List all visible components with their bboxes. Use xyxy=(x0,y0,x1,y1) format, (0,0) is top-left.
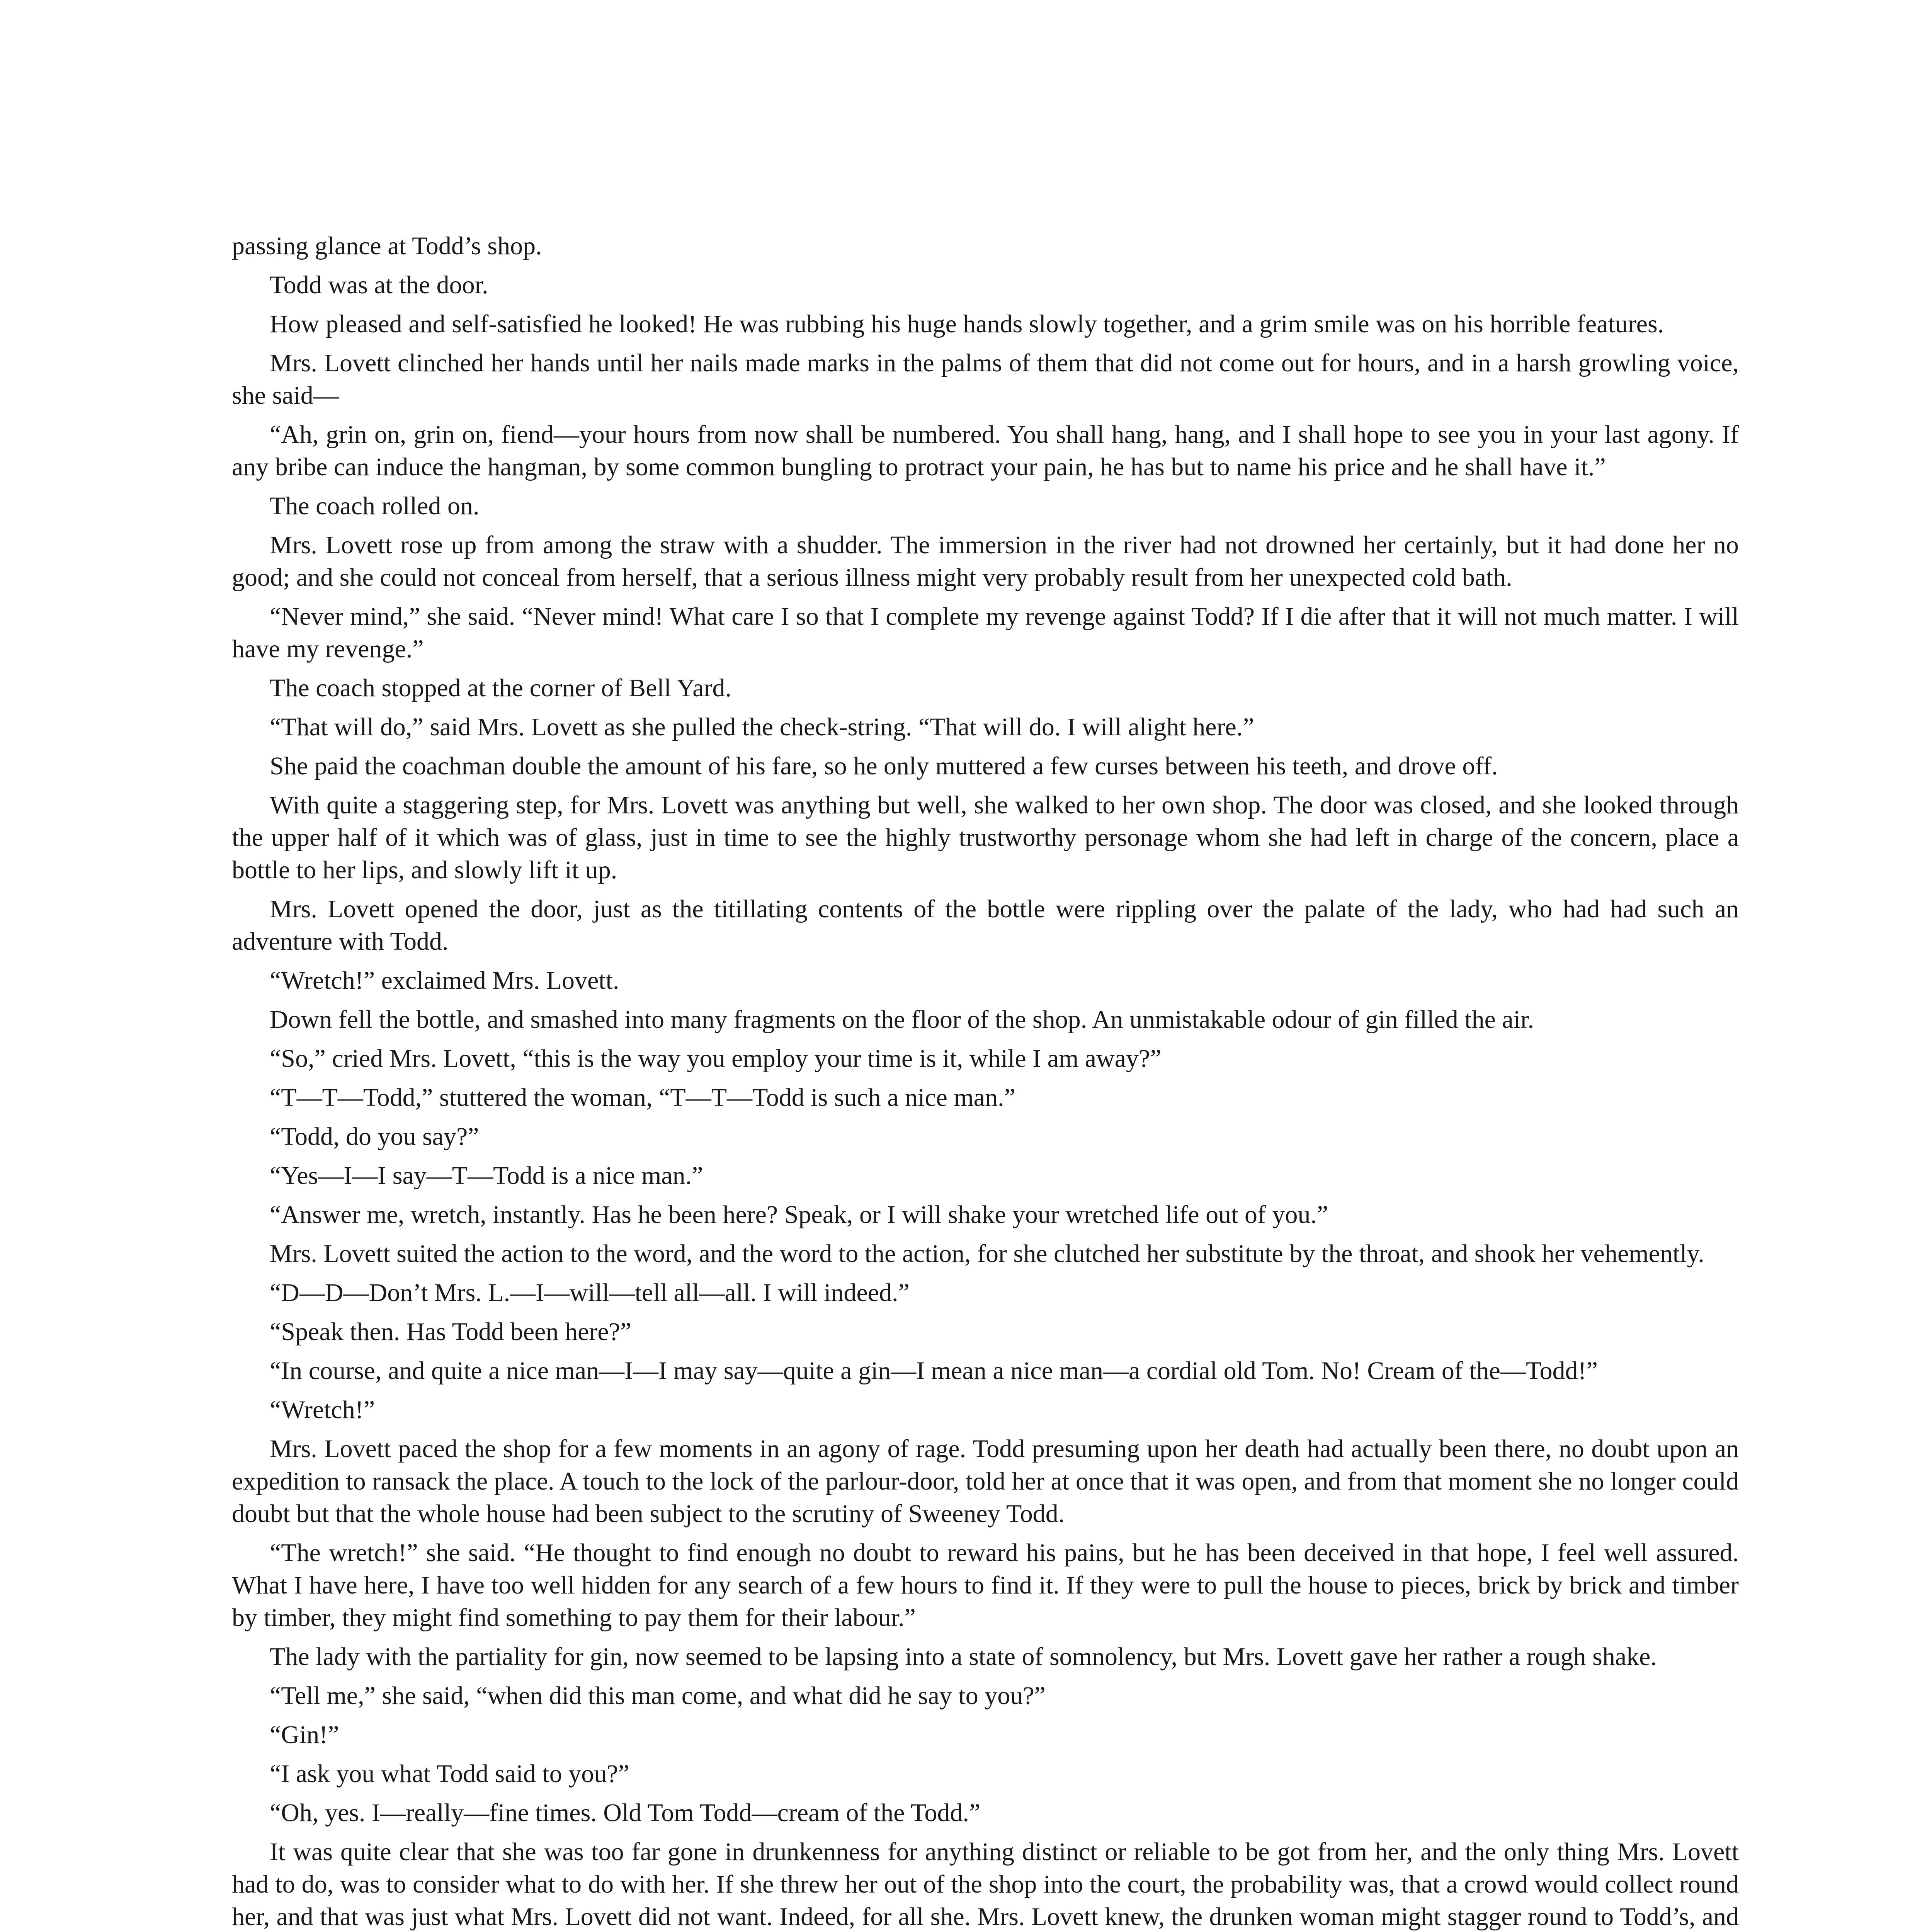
paragraph: “Ah, grin on, grin on, fiend—your hours from now shall be numbered. You shall hang, hang, and I shall hope to see you in your last agony. If any bribe can induce the hangman, by some common bungling to protract your pain, he has but to name his price and he shall have it.” xyxy=(232,420,1739,481)
paragraph: Mrs. Lovett rose up from among the straw with a shudder. The immersion in the river had not drowned her certainly, but it had done her no good; and she could not conceal from herself, that a serious illness might very probably result from her unexpected cold bath. xyxy=(232,531,1739,592)
paragraph: How pleased and self-satisfied he looked! He was rubbing his huge hands slowly together, and a grim smile was on his horrible features. xyxy=(270,310,1664,338)
paragraph: It was quite clear that she was too far gone in drunkenness for anything distinct or reliable to be got from her, and the only thing Mrs. Lovett had to do, was to consider what to do with her. If she threw her out of the shop into the court, the probability was, that a crowd would collect round her, and that was just what Mrs. Lovett did not want. Indeed, for all she. Mrs. Lovett knew, the drunken woman might stagger round to Todd’s, and xyxy=(232,1838,1739,1931)
paragraph: The coach stopped at the corner of Bell Yard. xyxy=(270,674,731,702)
paragraph: Mrs. Lovett clinched her hands until her nails made marks in the palms of them that did not come out for hours, and in a harsh growling voice, she said— xyxy=(232,349,1739,410)
paragraph: “Todd, do you say?” xyxy=(270,1122,479,1151)
paragraph: The coach rolled on. xyxy=(270,492,480,520)
paragraph: “T—T—Todd,” stuttered the woman, “T—T—Todd is such a nice man.” xyxy=(270,1083,1015,1112)
paragraph: passing glance at Todd’s shop. xyxy=(232,232,542,260)
paragraph: Mrs. Lovett paced the shop for a few moments in an agony of rage. Todd presuming upon her death had actually been there, no doubt upon an expedition to ransack the place. A touch to the lock of the parlour-door, told her at once that it was open, and from that moment she no longer could doubt but that the whole house had been subject to the scrutiny of Sweeney Todd. xyxy=(232,1435,1739,1528)
paragraph: Todd was at the door. xyxy=(270,271,488,299)
paragraph: Mrs. Lovett suited the action to the word, and the word to the action, for she clutched her substitute by the throat, and shook her vehemently. xyxy=(270,1240,1704,1268)
paragraph: “D—D—Don’t Mrs. L.—I—will—tell all—all. I will indeed.” xyxy=(270,1279,910,1307)
paragraph: “That will do,” said Mrs. Lovett as she pulled the check-string. “That will do. I will alight here.” xyxy=(270,713,1254,741)
paragraph: “Answer me, wretch, instantly. Has he been here? Speak, or I will shake your wretched life out of you.” xyxy=(270,1201,1328,1229)
page-body xyxy=(232,230,1739,1932)
paragraph: “Never mind,” she said. “Never mind! What care I so that I complete my revenge against Todd? If I die after that it will not much matter. I will have my revenge.” xyxy=(232,602,1739,663)
paragraph: “Tell me,” she said, “when did this man come, and what did he say to you?” xyxy=(270,1682,1046,1710)
paragraph: “Oh, yes. I—really—fine times. Old Tom Todd—cream of the Todd.” xyxy=(270,1799,981,1827)
paragraph: “I ask you what Todd said to you?” xyxy=(270,1760,629,1788)
paragraph: “So,” cried Mrs. Lovett, “this is the way you employ your time is it, while I am away?” xyxy=(270,1044,1162,1073)
paragraph: With quite a staggering step, for Mrs. Lovett was anything but well, she walked to her own shop. The door was closed, and she looked through the upper half of it which was of glass, just in time to see the highly trustworthy personage whom she had left in charge of the concern, place a bottle to her lips, and slowly lift it up. xyxy=(232,791,1739,884)
paragraph: “Wretch!” xyxy=(270,1396,375,1424)
paragraph: “In course, and quite a nice man—I—I may say—quite a gin—I mean a nice man—a cordial old Tom. No! Cream of the—Todd!” xyxy=(270,1357,1598,1385)
paragraph: She paid the coachman double the amount of his fare, so he only muttered a few curses between his teeth, and drove off. xyxy=(270,752,1498,780)
paragraph: Down fell the bottle, and smashed into many fragments on the floor of the shop. An unmistakable odour of gin filled the air. xyxy=(270,1005,1534,1034)
paragraph: “The wretch!” she said. “He thought to find enough no doubt to reward his pains, but he has been deceived in that hope, I feel well assured. What I have here, I have too well hidden for any search of a few hours to find it. If they were to pull the house to pieces, brick by brick and timber by timber, they might find something to pay them for their labour.” xyxy=(232,1539,1739,1632)
paragraph: “Wretch!” exclaimed Mrs. Lovett. xyxy=(270,966,619,995)
paragraph: “Yes—I—I say—T—Todd is a nice man.” xyxy=(270,1162,703,1190)
paragraph: “Gin!” xyxy=(270,1721,339,1749)
paragraph: Mrs. Lovett opened the door, just as the titillating contents of the bottle were rippling over the palate of the lady, who had had such an adventure with Todd. xyxy=(232,895,1739,956)
paragraph: “Speak then. Has Todd been here?” xyxy=(270,1318,632,1346)
paragraph: The lady with the partiality for gin, now seemed to be lapsing into a state of somnolency, but Mrs. Lovett gave her rather a rough shake. xyxy=(270,1643,1657,1671)
